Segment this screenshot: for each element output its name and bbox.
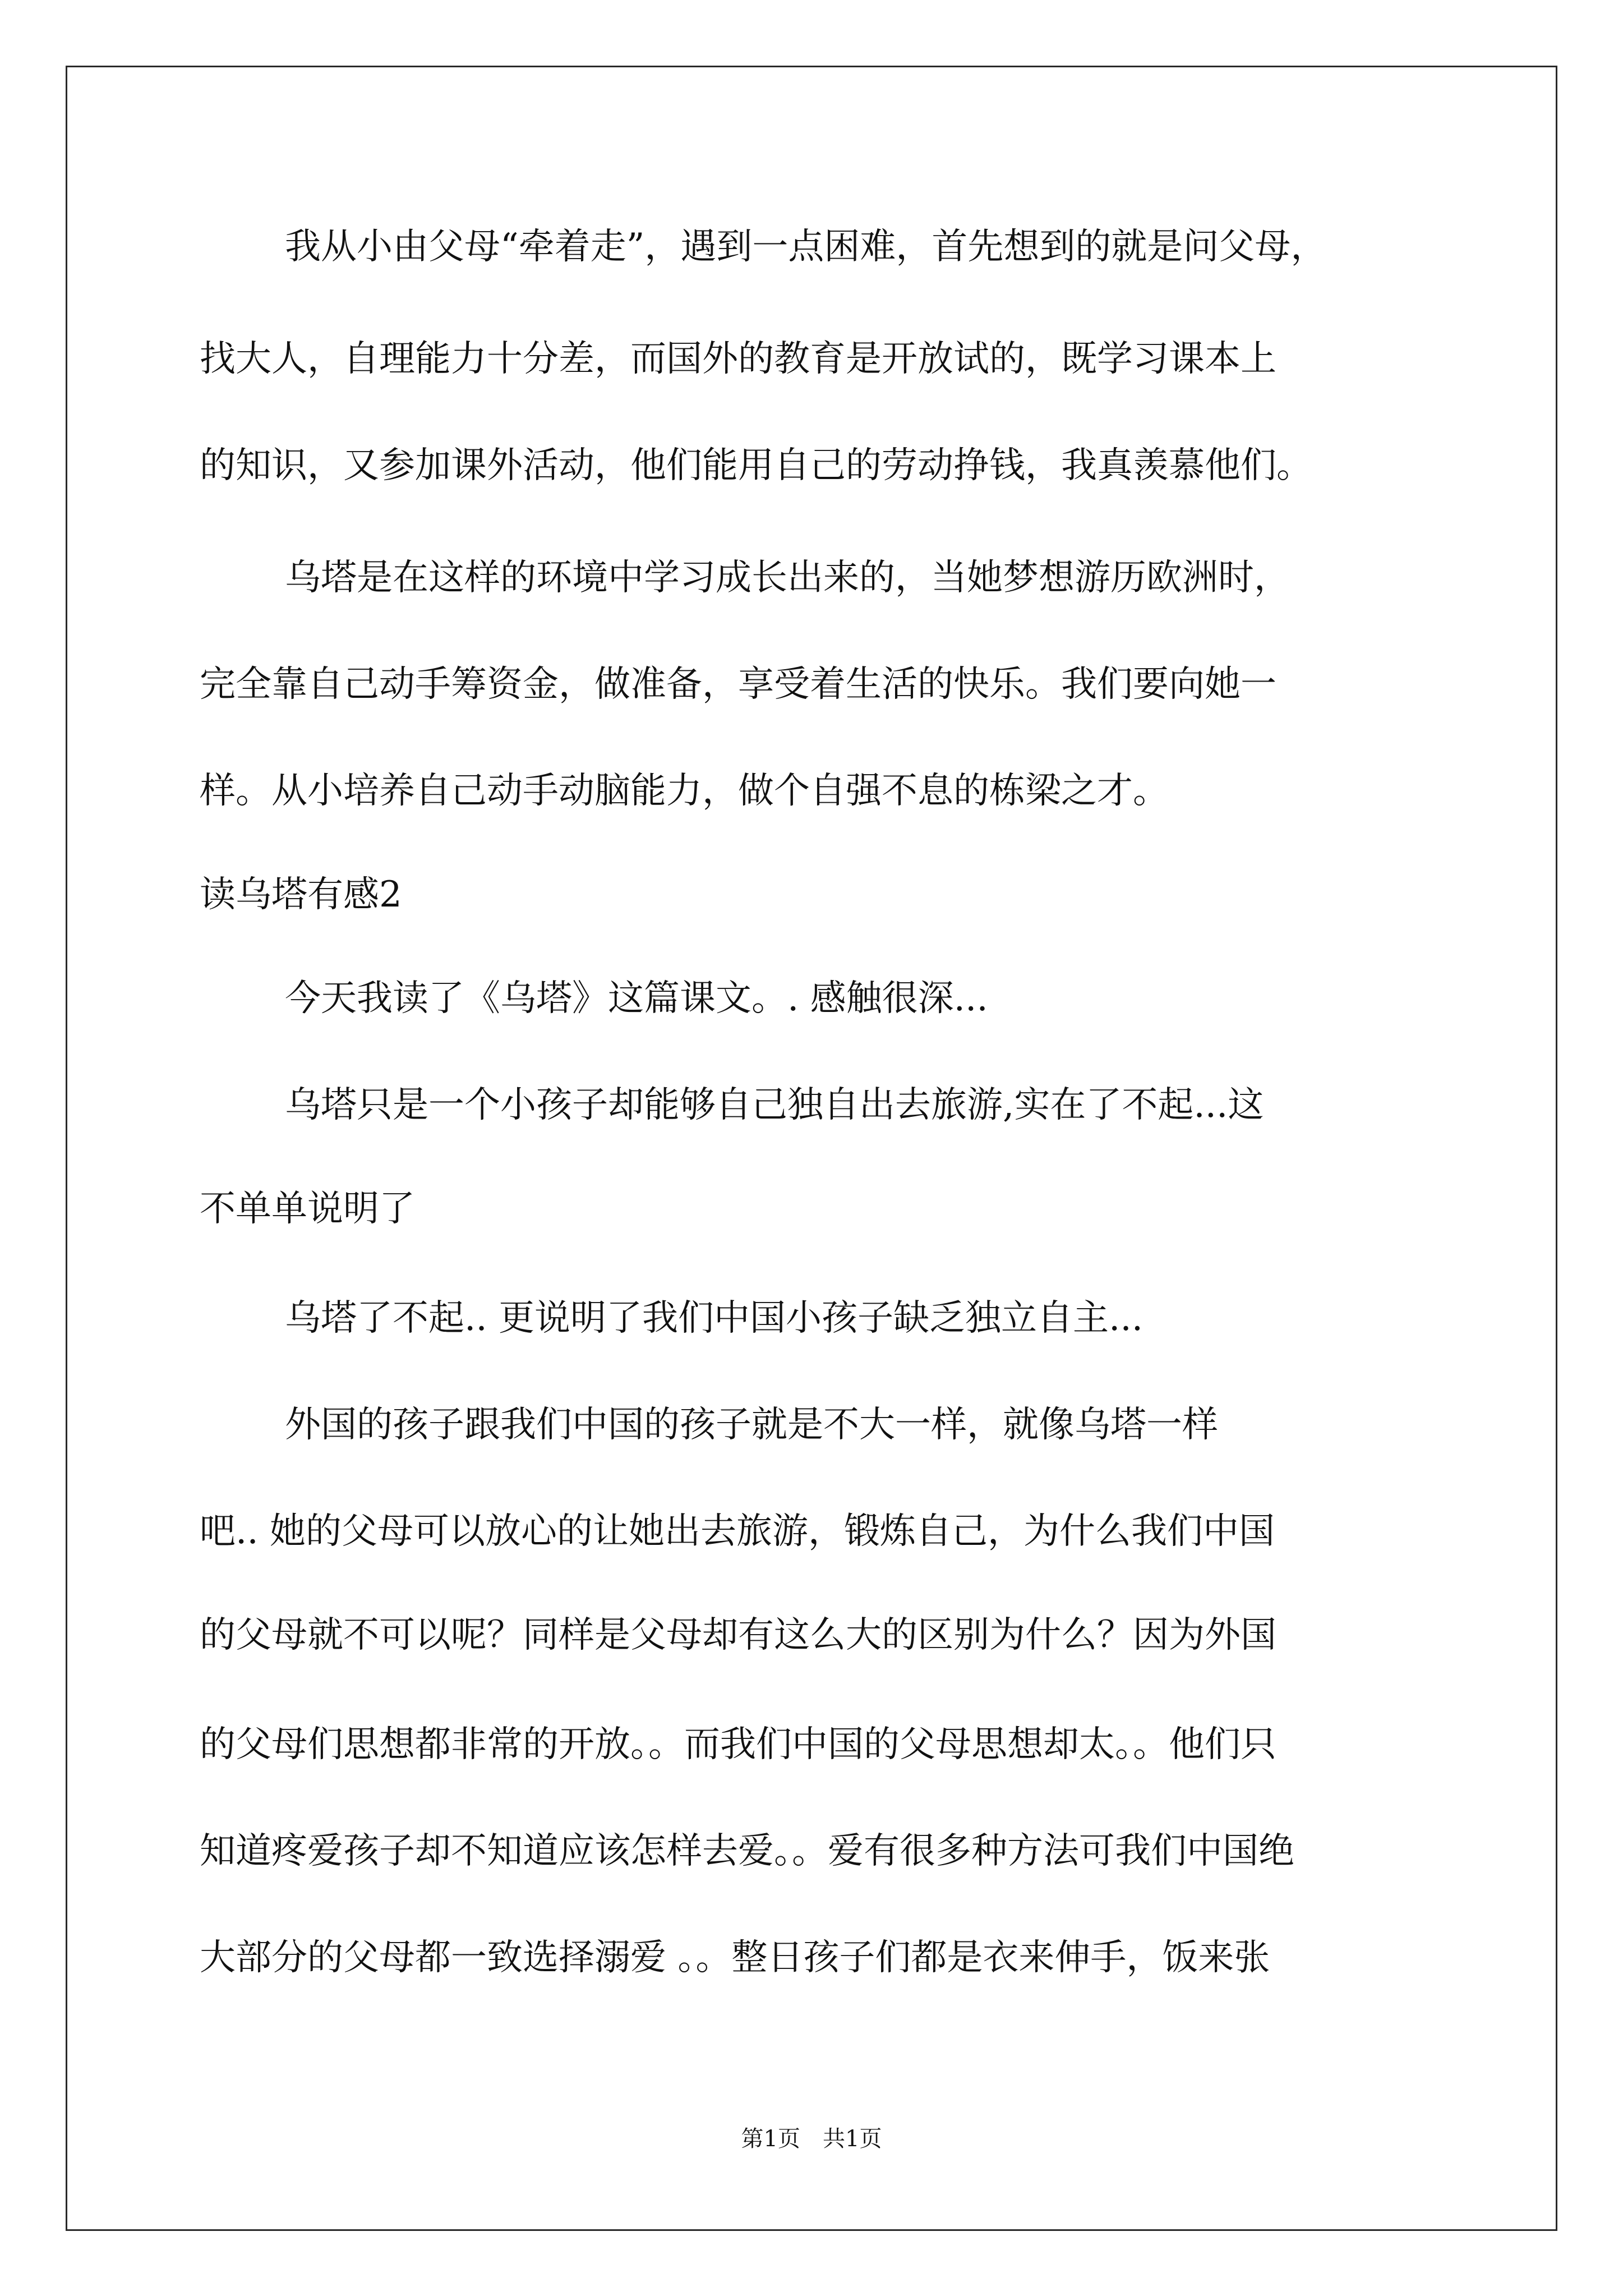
text-line: 乌塔了不起.. 更说明了我们中国小孩子缺乏独立自主... — [285, 1297, 1144, 1339]
text-line: 吧.. 她的父母可以放心的让她出去旅游，锻炼自己，为什么我们中国 — [200, 1511, 1275, 1552]
section-heading: 读乌塔有感2 — [200, 874, 402, 915]
text-line: 乌塔是在这样的环境中学习成长出来的，当她梦想游历欧洲时， — [285, 557, 1290, 599]
text-line: 的父母就不可以呢？同样是父母却有这么大的区别为什么？因为外国 — [200, 1614, 1276, 1656]
text-line: 我从小由父母“牵着走”，遇到一点困难，首先想到的就是问父母， — [285, 226, 1327, 268]
text-line: 知道疼爱孩子却不知道应该怎样去爱。。爱有很多种方法可我们中国绝 — [200, 1830, 1294, 1872]
text-line: 完全靠自己动手筹资金，做准备，享受着生活的快乐。我们要向她一 — [200, 664, 1276, 705]
text-line: 的父母们思想都非常的开放。。而我们中国的父母思想却太。。他们只 — [200, 1724, 1276, 1765]
text-line: 样。从小培养自己动手动脑能力，做个自强不息的栋梁之才。 — [200, 770, 1169, 812]
text-line: 外国的孩子跟我们中国的孩子就是不大一样，就像乌塔一样 — [285, 1404, 1218, 1446]
page-footer: 第1页 共1页 — [741, 2126, 882, 2152]
text-line: 今天我读了《乌塔》这篇课文。. 感触很深... — [285, 978, 988, 1019]
page-border — [66, 66, 1557, 2231]
text-line: 不单单说明了 — [200, 1188, 415, 1230]
text-line: 的知识，又参加课外活动，他们能用自己的劳动挣钱，我真羡慕他们。 — [200, 445, 1312, 486]
text-line: 大部分的父母都一致选择溺爱 。。整日孩子们都是衣来伸手，饭来张 — [200, 1937, 1270, 1978]
text-line: 乌塔只是一个小孩子却能够自己独自出去旅游,实在了不起...这 — [285, 1084, 1264, 1126]
text-line: 找大人，自理能力十分差，而国外的教育是开放试的，既学习课本上 — [200, 338, 1276, 380]
